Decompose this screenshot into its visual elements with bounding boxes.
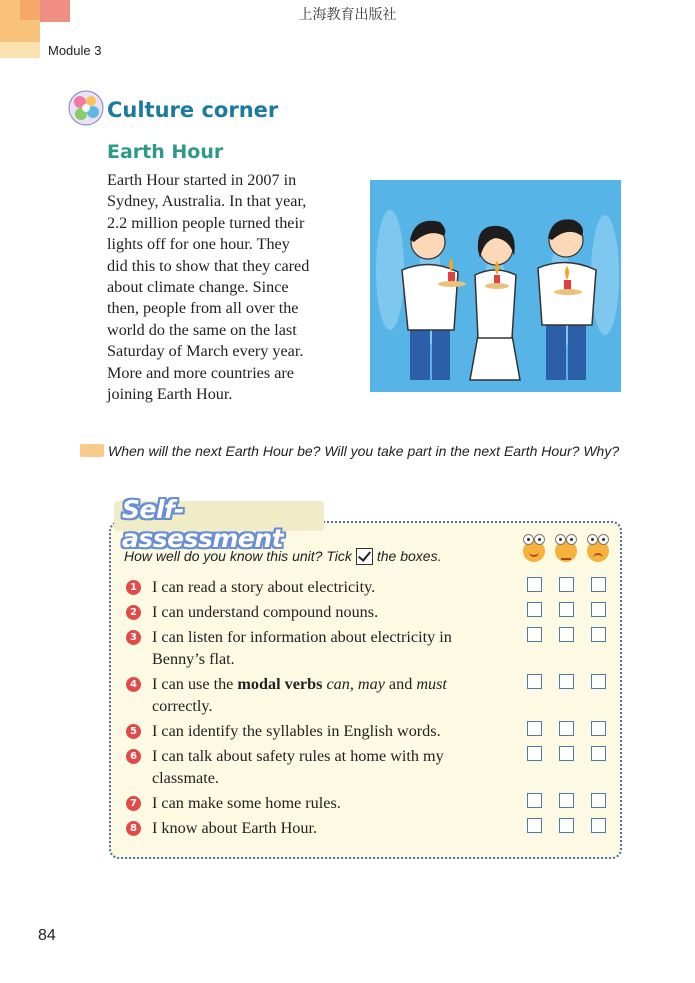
prompt-text: How well do you know this unit? Tick bbox=[124, 547, 352, 564]
article-line: 2.2 million people turned their bbox=[107, 213, 305, 232]
checkbox-happy[interactable] bbox=[527, 818, 542, 833]
article-title: Earth Hour bbox=[107, 141, 224, 163]
checkbox-happy[interactable] bbox=[527, 746, 542, 761]
checkbox-neutral[interactable] bbox=[559, 818, 574, 833]
assessment-item bbox=[126, 602, 506, 624]
item-text: I can use the modal verbs can, may and must bbox=[152, 675, 447, 693]
happy-face-icon bbox=[523, 540, 545, 562]
item-number: 6 bbox=[126, 749, 141, 764]
checkbox-neutral[interactable] bbox=[559, 627, 574, 642]
neutral-face-icon bbox=[555, 540, 577, 562]
checkbox-happy[interactable] bbox=[527, 793, 542, 808]
article-line: More and more countries are bbox=[107, 363, 294, 382]
assessment-item bbox=[126, 721, 506, 743]
checkbox-sad[interactable] bbox=[591, 674, 606, 689]
assessment-item bbox=[126, 674, 506, 717]
article-line: about climate change. Since bbox=[107, 278, 289, 297]
article-body bbox=[107, 170, 347, 405]
checkbox-neutral[interactable] bbox=[559, 602, 574, 617]
item-number: 8 bbox=[126, 821, 141, 836]
assessment-item bbox=[126, 818, 506, 840]
checkbox-sad[interactable] bbox=[591, 602, 606, 617]
article-line: world do the same on the last bbox=[107, 320, 297, 339]
checkbox-happy[interactable] bbox=[527, 627, 542, 642]
article-line: Saturday of March every year. bbox=[107, 342, 304, 361]
prompt-text-end: the boxes. bbox=[376, 547, 442, 564]
checkbox-neutral[interactable] bbox=[559, 746, 574, 761]
article-line: Earth Hour started in 2007 in bbox=[107, 171, 297, 189]
checkbox-happy[interactable] bbox=[527, 721, 542, 736]
assessment-item bbox=[126, 746, 506, 789]
self-assessment-prompt bbox=[124, 547, 441, 564]
item-text: I know about Earth Hour. bbox=[152, 819, 317, 837]
checkbox-happy[interactable] bbox=[527, 602, 542, 617]
item-number: 4 bbox=[126, 677, 141, 692]
modal-verbs-term: modal verbs bbox=[237, 675, 323, 693]
item-number: 3 bbox=[126, 630, 141, 645]
checkbox-sad[interactable] bbox=[591, 721, 606, 736]
assessment-item bbox=[126, 793, 506, 815]
article-line: did this to show that they cared bbox=[107, 256, 310, 275]
checkbox-sad[interactable] bbox=[591, 818, 606, 833]
checkbox-sad[interactable] bbox=[591, 577, 606, 592]
item-number: 1 bbox=[126, 580, 141, 595]
sad-face-icon bbox=[587, 540, 609, 562]
question-marker-icon bbox=[80, 444, 104, 457]
corner-decoration bbox=[0, 42, 40, 58]
article-line: then, people from all over the bbox=[107, 299, 299, 318]
checkbox-neutral[interactable] bbox=[559, 793, 574, 808]
item-text: I can talk about safety rules at home with my bbox=[152, 747, 444, 765]
item-text: I can understand compound nouns. bbox=[152, 603, 379, 621]
assessment-item bbox=[126, 627, 506, 670]
earth-hour-illustration bbox=[370, 180, 621, 392]
item-text: I can identify the syllables in English words. bbox=[152, 722, 441, 740]
item-text-continued: Benny’s flat. bbox=[152, 649, 235, 668]
item-number: 5 bbox=[126, 724, 141, 739]
module-label: Module 3 bbox=[48, 43, 102, 58]
item-text: I can read a story about electricity. bbox=[152, 578, 376, 596]
article-line: Sydney, Australia. In that year, bbox=[107, 192, 307, 211]
tick-icon bbox=[356, 548, 373, 565]
checkbox-neutral[interactable] bbox=[559, 721, 574, 736]
item-text-continued: classmate. bbox=[152, 768, 219, 787]
checkbox-happy[interactable] bbox=[527, 674, 542, 689]
item-text: I can make some home rules. bbox=[152, 794, 341, 812]
checkbox-neutral[interactable] bbox=[559, 674, 574, 689]
checkbox-sad[interactable] bbox=[591, 793, 606, 808]
publisher-name: 上海教育出版社 bbox=[298, 7, 397, 23]
checkbox-sad[interactable] bbox=[591, 627, 606, 642]
item-text: I can listen for information about electricity in bbox=[152, 628, 452, 646]
discussion-question: When will the next Earth Hour be? Will you take part in the next Earth Hour? Why? bbox=[108, 443, 620, 459]
checkbox-happy[interactable] bbox=[527, 577, 542, 592]
article-line: lights off for one hour. They bbox=[107, 235, 290, 254]
page-number: 84 bbox=[38, 927, 56, 944]
item-text-continued: correctly. bbox=[152, 696, 213, 715]
item-number: 7 bbox=[126, 796, 141, 811]
article-line: joining Earth Hour. bbox=[107, 385, 233, 404]
checkbox-neutral[interactable] bbox=[559, 577, 574, 592]
section-title: Culture corner bbox=[107, 98, 279, 122]
assessment-item bbox=[126, 577, 506, 599]
globe-icon bbox=[68, 90, 104, 126]
item-number: 2 bbox=[126, 605, 141, 620]
self-assessment-title: Self-assessment bbox=[122, 495, 284, 553]
checkbox-sad[interactable] bbox=[591, 746, 606, 761]
